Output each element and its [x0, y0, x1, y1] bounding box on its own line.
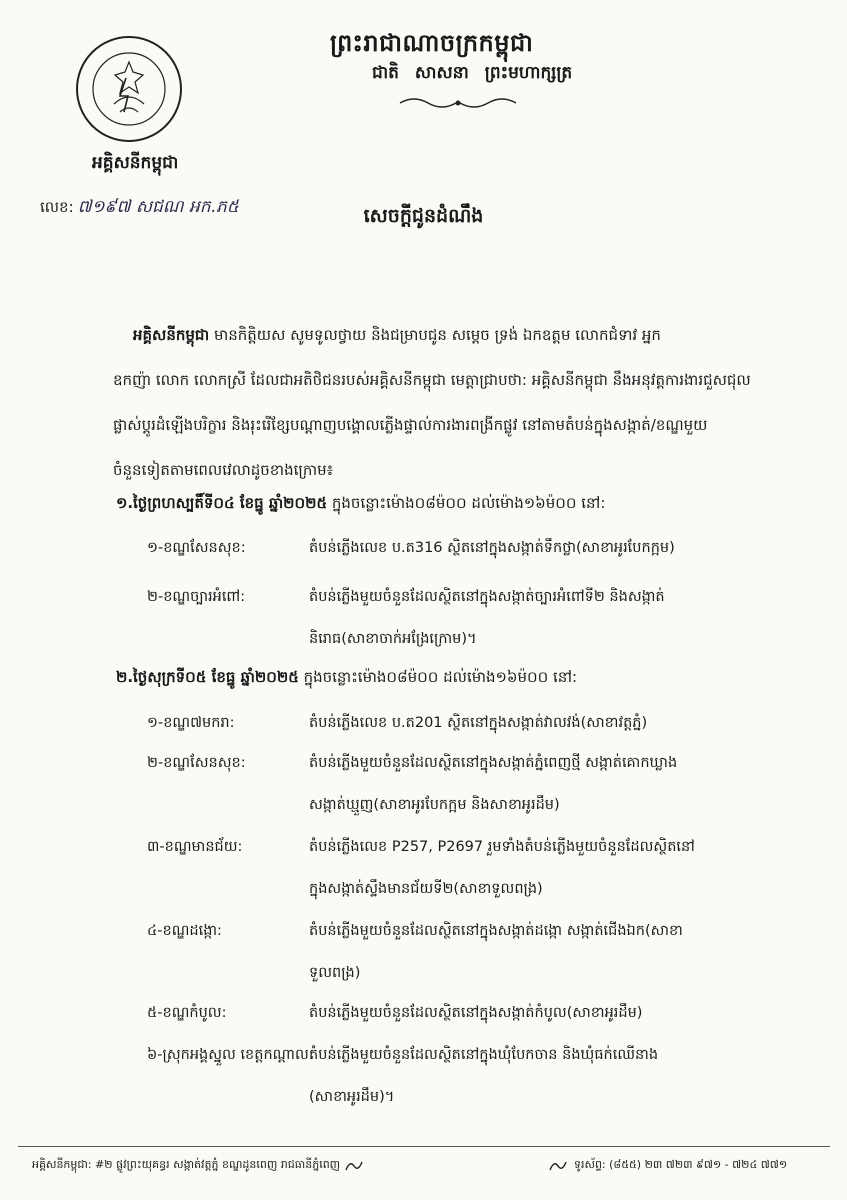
- district-label: ១-ខណ្ឌ៧មករា:: [147, 715, 235, 731]
- footer-divider: [18, 1146, 830, 1147]
- desc-line: តំបន់ភ្លើងមួយចំនួនដែលស្ថិតនៅក្នុងសង្កាត់ដង្កោ សង្កាត់ជើងឯក(សាខា: [309, 923, 683, 939]
- list-item: [147, 1034, 767, 1118]
- area-description: [309, 576, 767, 660]
- desc-line: (សាខាអូរដឹម)។: [309, 1089, 395, 1105]
- list-item: [147, 826, 767, 910]
- organization-name: អគ្គិសនីកម្ពុជា: [92, 153, 179, 173]
- desc-line: សង្កាត់ឃ្មួញ(សាខាអូរបែកក្អម និងសាខាអូរដឹម): [309, 797, 560, 813]
- phone-text: ទូរស័ព្ទ: (៨៥៥) ២៣ ៧២៣ ៩៧១ - ៧២៤ ៧៧១: [574, 1158, 788, 1171]
- area-description: [309, 702, 767, 744]
- section-date: ២.ថ្ងៃសុក្រទី០៥ ខែធ្នូ ឆ្នាំ២០២៥: [116, 668, 299, 686]
- district-label: ៣-ខណ្ឌមានជ័យ:: [147, 839, 243, 855]
- intro-text: មានកិត្តិយស សូមទូលថ្វាយ និងជម្រាបជូន សម្ដេច ទ្រង់ ឯកឧត្ដម លោកជំទាវ អ្នក: [213, 326, 661, 344]
- reference-handwritten: ៧១៩៧ សជណ អក.ភ៥: [77, 197, 239, 217]
- footer-address: [32, 1158, 364, 1174]
- section-heading: [116, 668, 577, 690]
- desc-line: តំបន់ភ្លើងមួយចំនួនដែលស្ថិតនៅក្នុងឃុំបែកចាន និងឃុំធក់ឈើនាង: [309, 1047, 659, 1063]
- area-description: [309, 527, 767, 569]
- national-motto: ជាតិ សាសនា ព្រះមហាក្សត្រ: [372, 63, 573, 83]
- kingdom-heading: ព្រះរាជាណាចក្រកម្ពុជា: [330, 29, 534, 57]
- desc-line: ទួលពង្រ): [309, 965, 361, 981]
- section-time: ក្នុងចន្លោះម៉ោង០៨ម៉០០ ដល់ម៉ោង១៦ម៉០០ នៅ:: [327, 494, 606, 512]
- intro-line: ផ្លាស់ប្ដូរដំឡើងបរិក្ខារ និងរុះរើខ្សែបណ្ដាញបង្គោលភ្លើងផ្ទាល់ការងារពង្រីកផ្លូវ នៅតាមតំបន់ក្នុងសង្កាត់/ខណ្ឌមួយ: [113, 416, 708, 434]
- list-item: [147, 992, 767, 1034]
- divider-ornament: [398, 96, 518, 110]
- footer-phone: [548, 1158, 787, 1174]
- desc-line: តំបន់ភ្លើងមួយចំនួនដែលស្ថិតនៅក្នុងសង្កាត់ភ្នំពេញថ្មី សង្កាត់គោកឃ្លាង: [309, 755, 678, 771]
- intro-line: [113, 313, 763, 358]
- document-title: សេចក្ដីជូនដំណឹង: [363, 205, 484, 227]
- intro-line: ឧកញ៉ា លោក លោកស្រី ដែលជាអតិថិជនរបស់អគ្គិសនីកម្ពុជា មេត្តាជ្រាបថា: អគ្គិសនីកម្ពុជា នឹងអនុវត្តការងារជួសជុល: [113, 371, 751, 389]
- edc-mini-logo-icon: [344, 1159, 364, 1173]
- desc-line: តំបន់ភ្លើងមួយចំនួនដែលស្ថិតនៅក្នុងសង្កាត់កំបូល(សាខាអូរដឹម): [309, 1005, 643, 1021]
- district-label: ២-ខណ្ឌច្បារអំពៅ:: [147, 589, 246, 605]
- list-item: [147, 527, 767, 569]
- list-item: [147, 576, 767, 660]
- area-description: [309, 992, 767, 1034]
- intro-paragraph: [113, 313, 763, 493]
- section-date: ១.ថ្ងៃព្រហស្បតិ៍ទី០៤ ខែធ្នូ ឆ្នាំ២០២៥: [116, 494, 328, 512]
- district-label: ៦-ស្រុកអង្គស្នួល ខេត្តកណ្ដាល:: [147, 1047, 314, 1063]
- list-item: [147, 702, 767, 744]
- edc-seal-logo: [74, 34, 184, 144]
- area-description: [309, 742, 767, 826]
- area-description: [309, 910, 767, 994]
- district-label: ៥-ខណ្ឌកំបូល:: [147, 1005, 227, 1021]
- intro-org: អគ្គិសនីកម្ពុជា: [133, 326, 210, 344]
- area-description: [309, 1034, 767, 1118]
- address-text: អគ្គិសនីកម្ពុជា: #២ ផ្លូវព្រះយុគន្ធរ សង្កាត់វត្តភ្នំ ខណ្ឌដូនពេញ រាជធានីភ្នំពេញ: [32, 1158, 341, 1171]
- section-time: ក្នុងចន្លោះម៉ោង០៨ម៉០០ ដល់ម៉ោង១៦ម៉០០ នៅ:: [298, 668, 578, 686]
- district-label: ៤-ខណ្ឌដង្កោ:: [147, 923, 222, 939]
- desc-line: តំបន់ភ្លើងលេខ ប.ត316 ស្ថិតនៅក្នុងសង្កាត់ទឹកថ្លា(សាខាអូរបែកក្អម): [309, 540, 675, 556]
- desc-line: តំបន់ភ្លើងលេខ P257, P2697 រួមទាំងតំបន់ភ្លើងមួយចំនួនដែលស្ថិតនៅ: [309, 839, 695, 855]
- intro-line: ចំនួនទៀតតាមពេលវេលាដូចខាងក្រោម៖: [113, 461, 334, 479]
- desc-line: តំបន់ភ្លើងមួយចំនួនដែលស្ថិតនៅក្នុងសង្កាត់ច្បារអំពៅទី២ និងសង្កាត់: [309, 589, 665, 605]
- reference-prefix: លេខ:: [40, 198, 74, 216]
- district-label: ១-ខណ្ឌសែនសុខ:: [147, 540, 246, 556]
- desc-line: និរោធ(សាខាចាក់អង្រែក្រោម)។: [309, 631, 477, 647]
- list-item: [147, 742, 767, 826]
- edc-mini-logo-icon: [548, 1159, 568, 1173]
- list-item: [147, 910, 767, 994]
- desc-line: ក្នុងសង្កាត់ស្ទឹងមានជ័យទី២(សាខាទួលពង្រ): [309, 881, 543, 897]
- area-description: [309, 826, 767, 910]
- desc-line: តំបន់ភ្លើងលេខ ប.ត201 ស្ថិតនៅក្នុងសង្កាត់វាលវង់(សាខាវត្តភ្នំ): [309, 715, 648, 731]
- district-label: ២-ខណ្ឌសែនសុខ:: [147, 755, 246, 771]
- section-heading: [116, 494, 605, 516]
